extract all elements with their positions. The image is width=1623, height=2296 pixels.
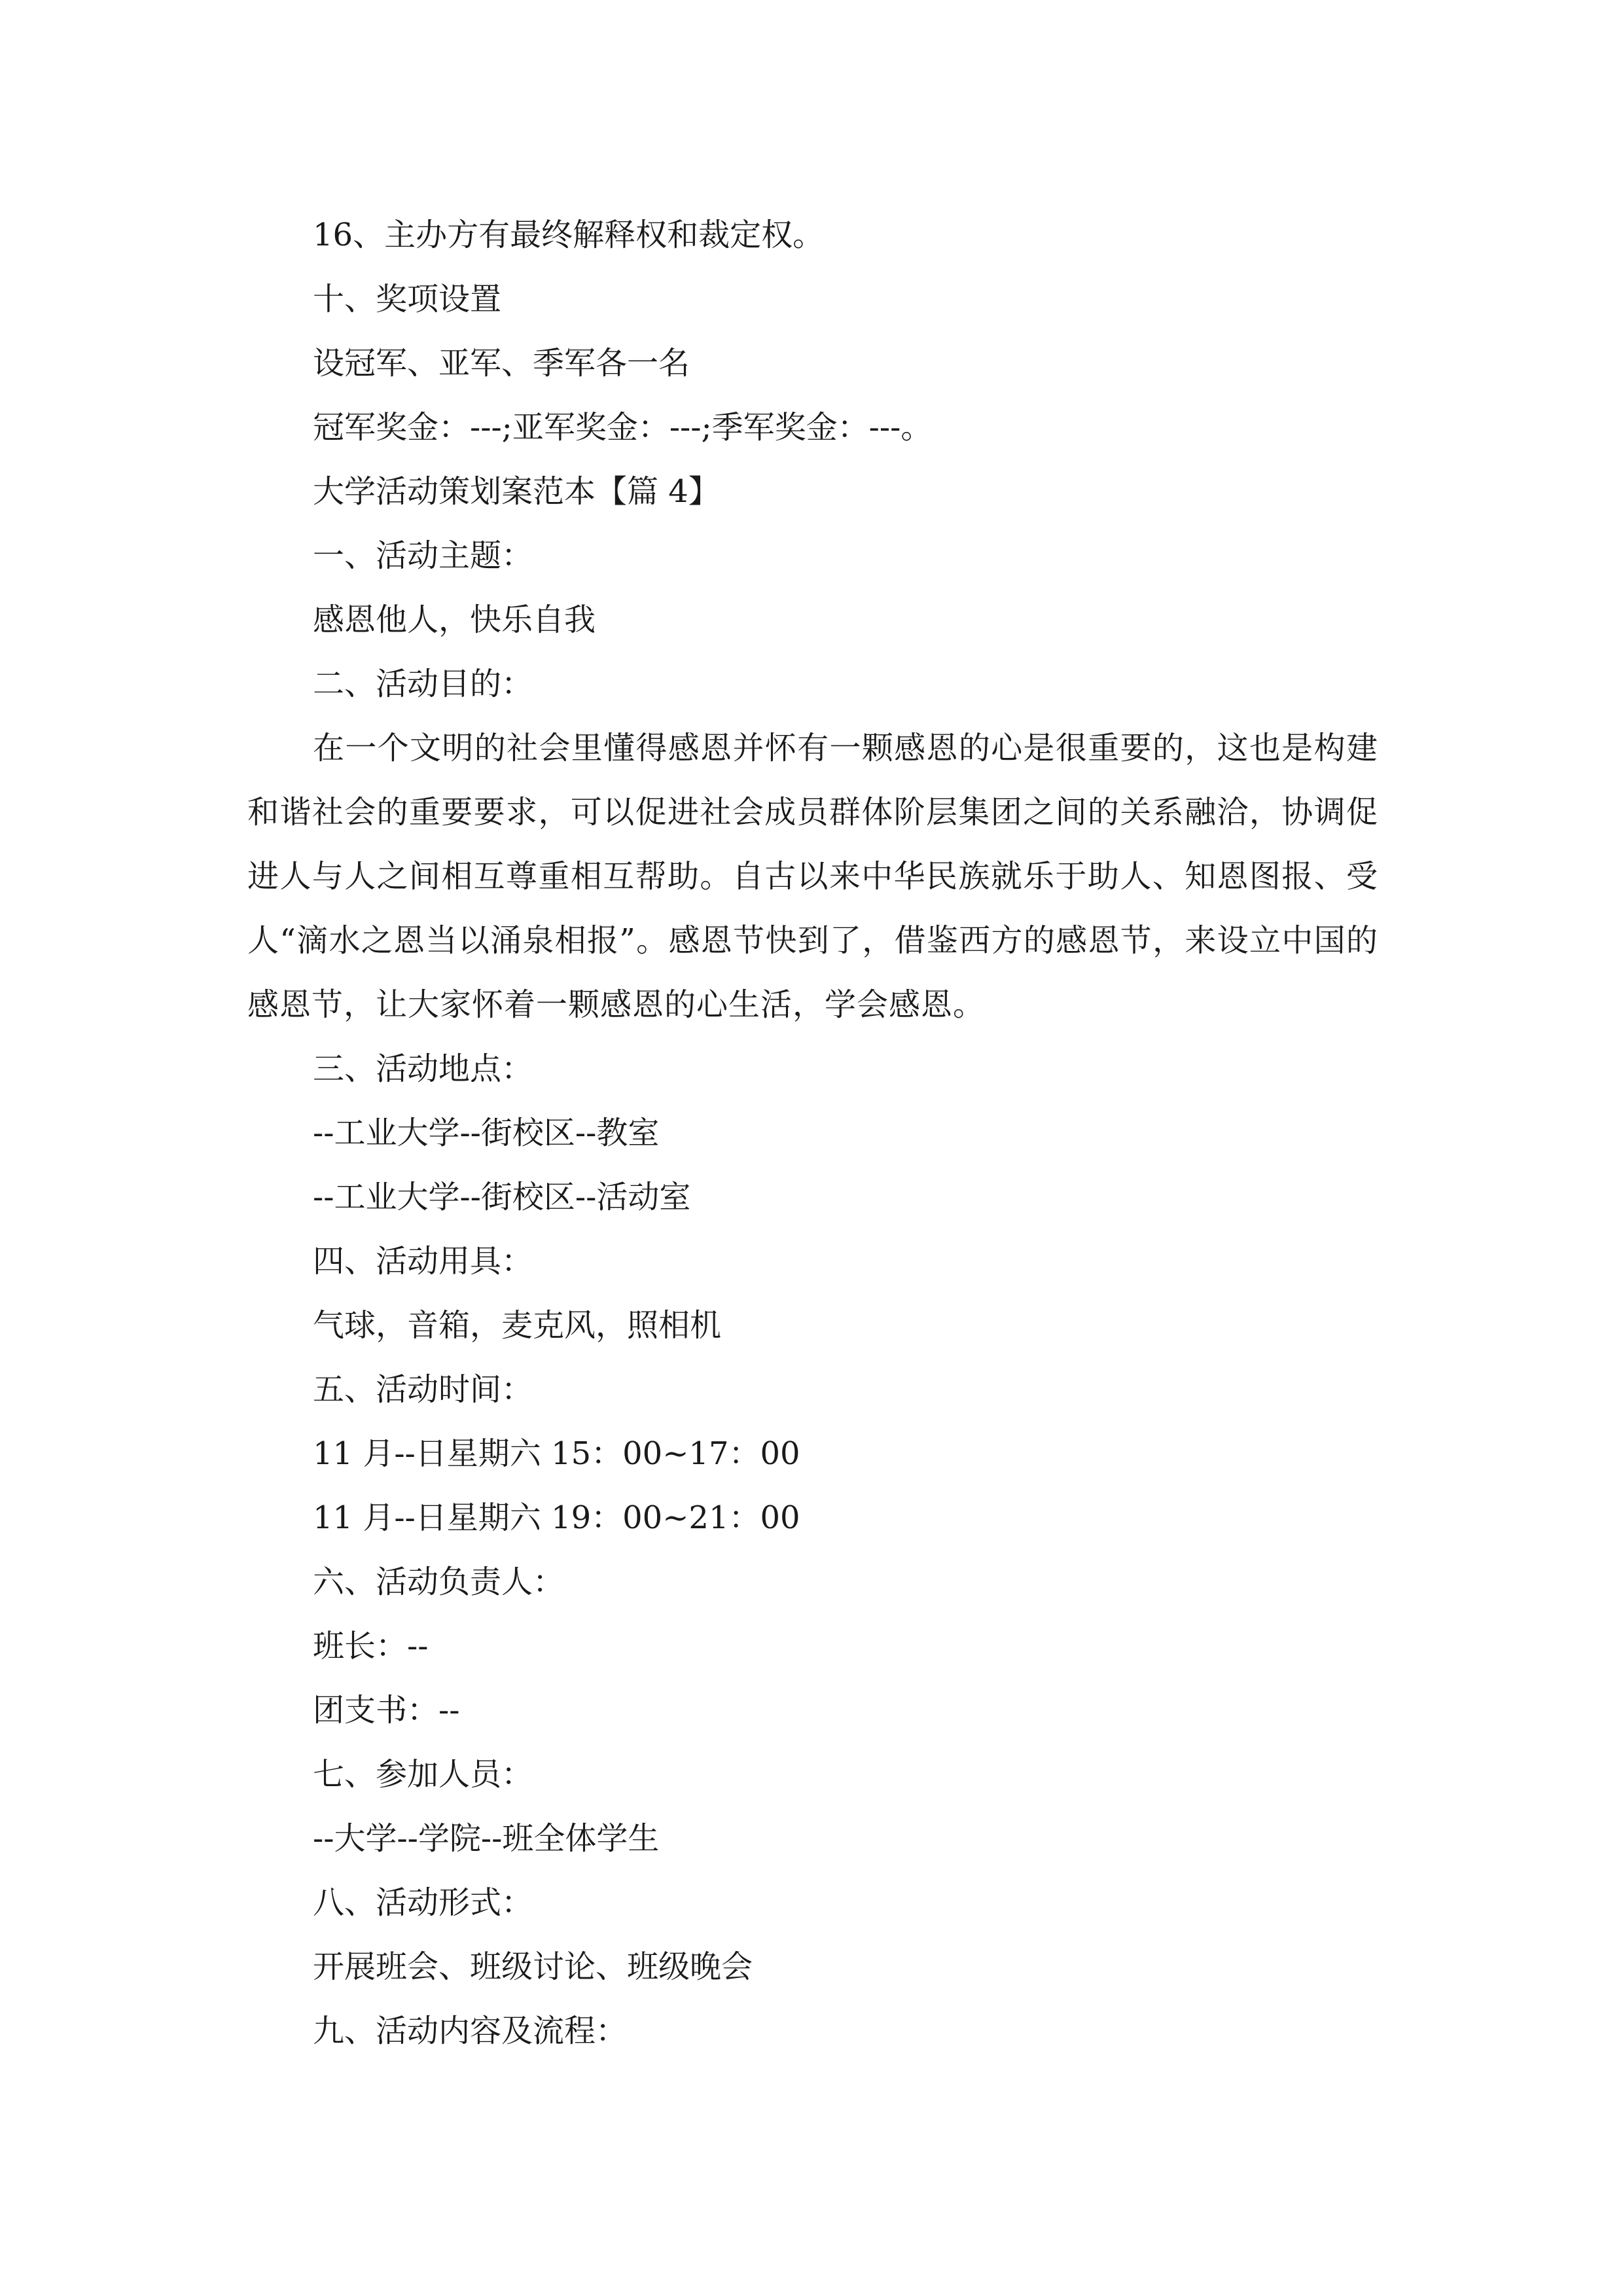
text-line: --工业大学--街校区--活动室 bbox=[313, 1179, 691, 1215]
text-line: --工业大学--街校区--教室 bbox=[313, 1115, 660, 1151]
text-line: 气球，音箱，麦克风，照相机 bbox=[313, 1307, 722, 1344]
text-line: 设冠军、亚军、季军各一名 bbox=[313, 345, 690, 382]
text-line: 团支书：-- bbox=[313, 1692, 460, 1729]
body-paragraph: 在一个文明的社会里懂得感恩并怀有一颗感恩的心是很重要的，这也是构建和谐社会的重要要求，可以促进社会成员群体阶层集团之间的关系融洽，协调促进人与人之间相互尊重相互帮助。自古以来中华民族就乐于助人、知恩图报、受人“滴水之恩当以涌泉相报”。感恩节快到了，借鉴西方的感恩节，来设立中国的感恩节，让大家怀着一颗感恩的心生活，学会感恩。 bbox=[247, 730, 1378, 1023]
text-line: 16、主办方有最终解释权和裁定权。 bbox=[313, 217, 825, 253]
text-line: 11 月--日星期六 19：00~21：00 bbox=[313, 1499, 800, 1536]
section-heading: 五、活动时间： bbox=[313, 1371, 533, 1408]
text-line: 感恩他人，快乐自我 bbox=[313, 601, 596, 638]
text-line: 冠军奖金：---;亚军奖金：---;季军奖金：---。 bbox=[313, 409, 933, 446]
section-heading: 二、活动目的： bbox=[313, 666, 533, 702]
section-heading: 三、活动地点： bbox=[313, 1050, 533, 1087]
section-heading: 七、参加人员： bbox=[313, 1756, 533, 1793]
section-heading: 六、活动负责人： bbox=[313, 1564, 565, 1600]
section-heading: 八、活动形式： bbox=[313, 1884, 533, 1921]
text-line: 班长：-- bbox=[313, 1628, 429, 1664]
section-heading: 九、活动内容及流程： bbox=[313, 2013, 628, 2049]
document-title: 大学活动策划案范本【篇 4】 bbox=[313, 473, 720, 510]
text-line: --大学--学院--班全体学生 bbox=[313, 1820, 660, 1857]
section-heading: 一、活动主题： bbox=[313, 537, 533, 574]
text-line: 开展班会、班级讨论、班级晚会 bbox=[313, 1948, 753, 1985]
section-heading: 十、奖项设置 bbox=[313, 281, 502, 317]
section-heading: 四、活动用具： bbox=[313, 1243, 533, 1280]
document-body bbox=[247, 203, 1378, 2063]
text-line: 11 月--日星期六 15：00~17：00 bbox=[313, 1435, 800, 1472]
